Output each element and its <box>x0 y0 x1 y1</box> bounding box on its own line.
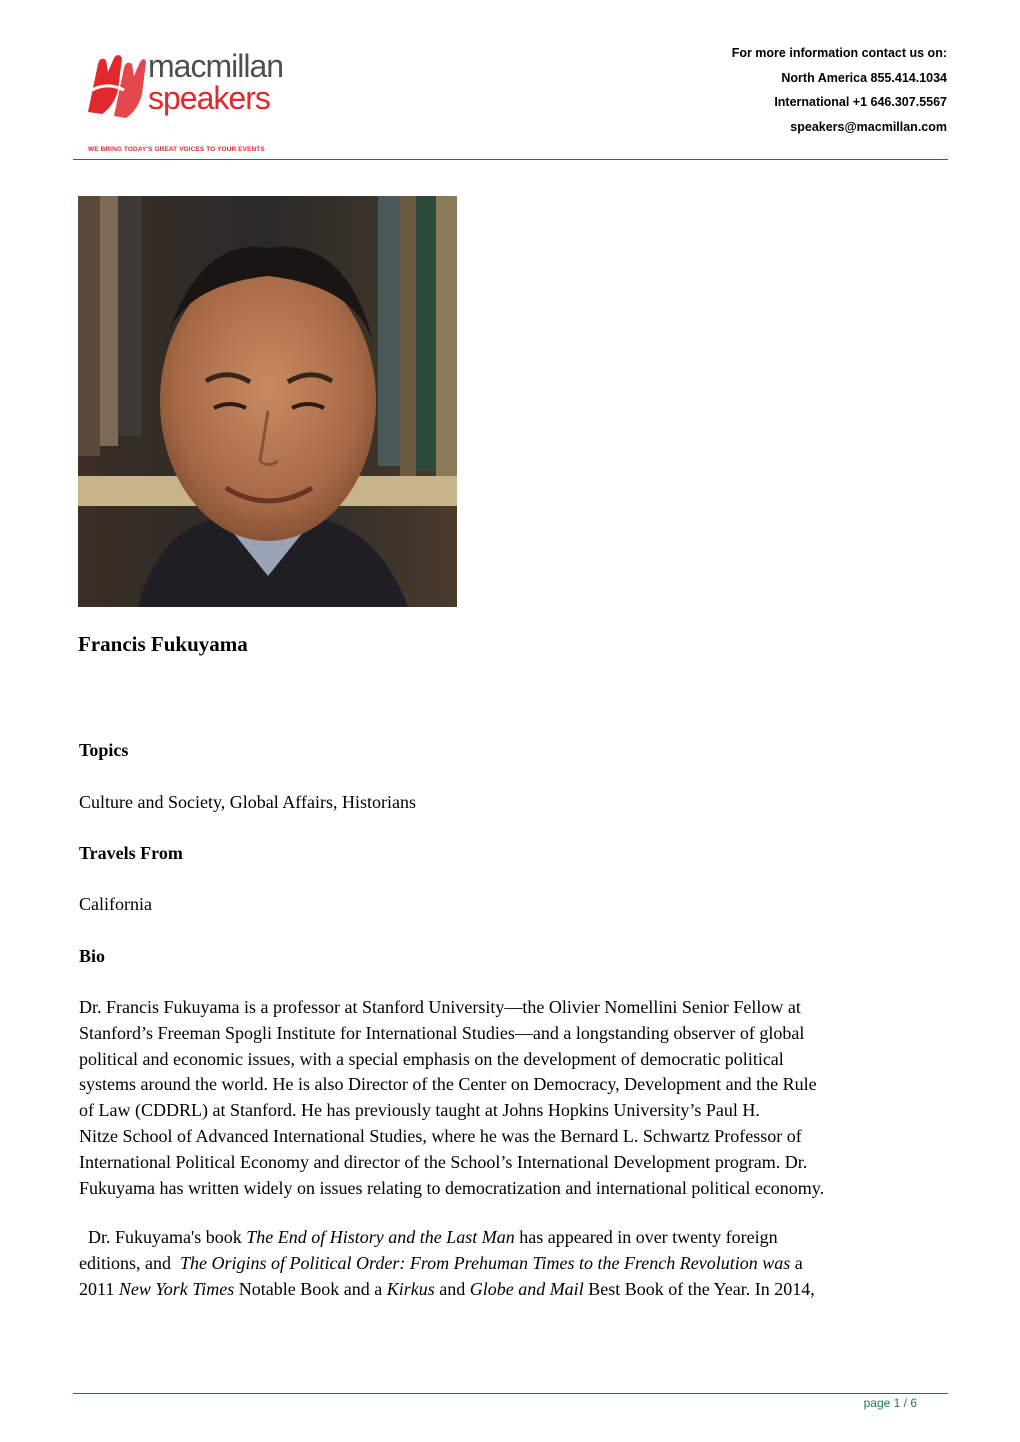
speaker-name: Francis Fukuyama <box>78 632 248 656</box>
publication-name: Kirkus <box>386 1278 435 1299</box>
speaker-photo <box>78 196 457 607</box>
bio-line: of Law (CDDRL) at Stanford. He has previously taught at Johns Hopkins University’s Paul H. <box>79 1100 760 1121</box>
travels-from-heading: Travels From <box>79 843 183 863</box>
bio-line: Dr. Fukuyama's book The End of History and the Last Man has appeared in over twenty foreign <box>79 1227 778 1247</box>
header-divider <box>73 159 948 160</box>
macmillan-speakers-logo <box>70 44 290 158</box>
bio-heading: Bio <box>79 946 106 966</box>
book-title: The End of History and the Last Man <box>246 1227 515 1247</box>
portrait-image <box>78 196 457 607</box>
topics-heading: Topics <box>79 740 129 760</box>
bio-line: Nitze School of Advanced International Studies, where he was the Bernard L. Schwartz Professor of <box>79 1125 802 1146</box>
book-title: The Origins of Political Order: From Prehuman Times to the French Revolution was <box>180 1252 791 1273</box>
macmillan-m-logo-icon <box>84 50 146 122</box>
footer-divider <box>73 1393 948 1394</box>
contact-info <box>732 41 947 139</box>
bio-line: Stanford’s Freeman Spogli Institute for International Studies—and a longstanding observer of global <box>79 1022 805 1043</box>
bio-line: Dr. Francis Fukuyama is a professor at Stanford University—the Olivier Nomellini Senior Fellow at <box>79 997 801 1017</box>
bio-line: editions, and The Origins of Political Order: From Prehuman Times to the French Revolution was a <box>79 1252 803 1273</box>
logo-text-macmillan: macmillan <box>148 48 284 84</box>
bio-line: Fukuyama has written widely on issues relating to democratization and international political economy. <box>79 1177 825 1198</box>
page-number: page 1 / 6 <box>863 1396 917 1410</box>
publication-name: New York Times <box>118 1278 235 1299</box>
contact-email-link[interactable]: speakers@macmillan.com <box>790 119 947 134</box>
contact-heading: For more information contact us on: <box>731 46 947 60</box>
contact-north-america: North America 855.414.1034 <box>781 70 947 85</box>
bio-line: political and economic issues, with a special emphasis on the development of democratic political <box>79 1048 784 1069</box>
bio-paragraph-1 <box>79 995 954 1201</box>
topics-list: Culture and Society, Global Affairs, Historians <box>79 792 416 812</box>
publication-name: Globe and Mail <box>469 1278 584 1299</box>
bio-line: 2011 New York Times Notable Book and a Kirkus and Globe and Mail Best Book of the Year. In 2014, <box>79 1278 815 1299</box>
bio-paragraph-2 <box>79 1225 954 1302</box>
logo-tagline: WE BRING TODAY'S GREAT VOICES TO YOUR EVENTS <box>88 146 265 153</box>
contact-international: International +1 646.307.5567 <box>774 95 947 109</box>
bio-line: International Political Economy and director of the School’s International Development program. Dr. <box>79 1151 808 1172</box>
travels-from-value: California <box>79 894 152 914</box>
bio-line: systems around the world. He is also Director of the Center on Democracy, Development and the Rule <box>79 1074 817 1095</box>
logo-text-speakers: speakers <box>148 80 270 116</box>
